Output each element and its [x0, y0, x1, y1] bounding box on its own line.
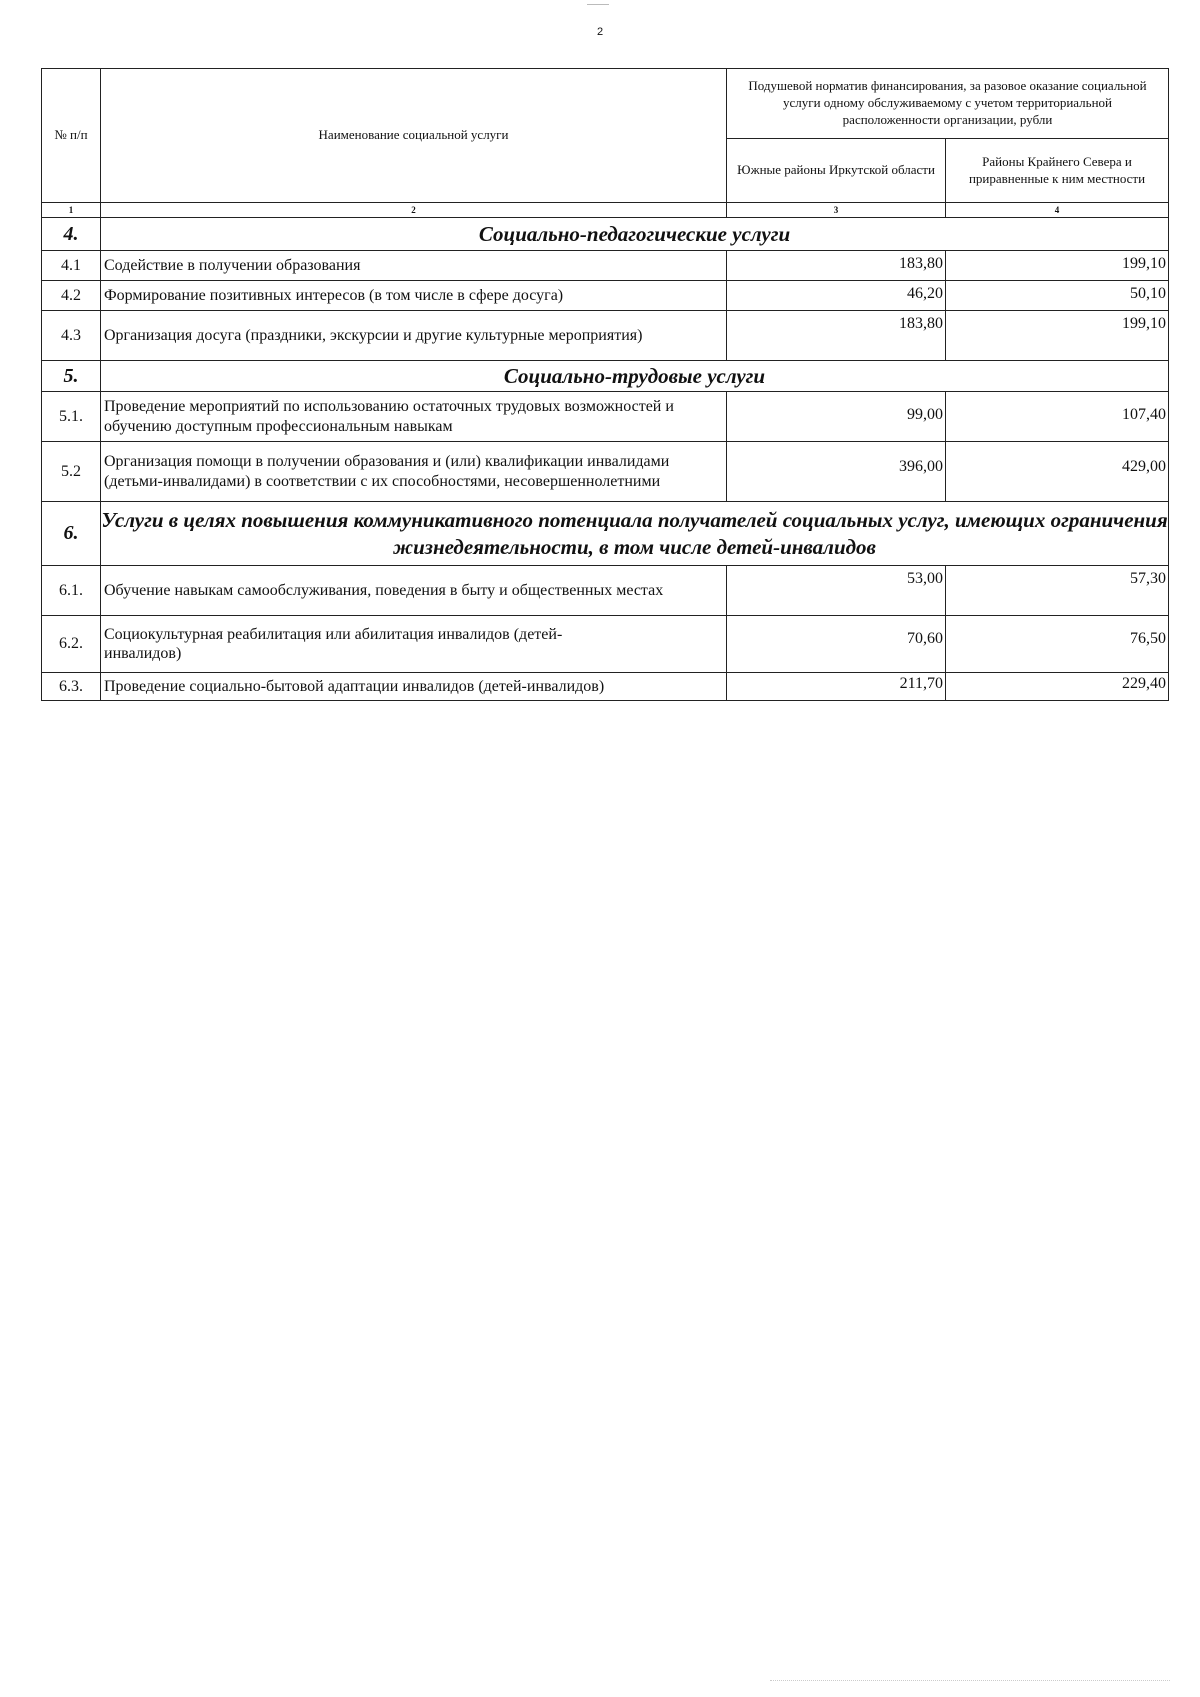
row-number: 4.2: [42, 281, 101, 311]
col-number-1: 1: [42, 203, 101, 218]
header-group: Подушевой норматив финансирования, за разовое оказание социальной услуги одному обслуживаемому с учетом территориальной расположенности организации, рубли: [727, 69, 1169, 139]
row-value-south: 46,20: [727, 281, 946, 311]
header-num: № п/п: [42, 69, 101, 203]
header-col3: Южные районы Иркутской области: [727, 139, 946, 203]
row-number: 6.3.: [42, 673, 101, 701]
row-number: 4.1: [42, 251, 101, 281]
table-row: [42, 442, 1169, 502]
section-number: 4.: [42, 218, 101, 251]
section-number: 6.: [42, 502, 101, 566]
row-number: 4.3: [42, 311, 101, 361]
row-name: Обучение навыкам самообслуживания, поведения в быту и общественных местах: [101, 566, 727, 616]
page-number: 2: [596, 26, 604, 38]
col-number-2: 2: [101, 203, 727, 218]
row-value-north: 57,30: [946, 566, 1169, 616]
section-title: Социально-трудовые услуги: [101, 361, 1169, 392]
scan-artifact-top: [587, 4, 609, 5]
section-row: [42, 361, 1169, 392]
table-row: [42, 616, 1169, 673]
column-number-row: [42, 203, 1169, 218]
row-number: 5.1.: [42, 392, 101, 442]
row-value-north: 107,40: [946, 392, 1169, 442]
col-number-3: 3: [727, 203, 946, 218]
row-value-south: 53,00: [727, 566, 946, 616]
row-name: Организация досуга (праздники, экскурсии и другие культурные мероприятия): [101, 311, 727, 361]
table-row: [42, 392, 1169, 442]
row-name: Содействие в получении образования: [101, 251, 727, 281]
table-row: [42, 251, 1169, 281]
col-number-4: 4: [946, 203, 1169, 218]
table-header-row: [42, 69, 1169, 139]
services-table: [41, 68, 1169, 701]
section-title: Социально-педагогические услуги: [101, 218, 1169, 251]
section-title: Услуги в целях повышения коммуникативного потенциала получателей социальных услуг, имеющих ограничения жизнедеятельности, в том числе детей-инвалидов: [101, 502, 1169, 566]
row-name: Социокультурная реабилитация или абилитация инвалидов (детей-инвалидов): [101, 616, 727, 673]
scan-artifact-bottom: [770, 1680, 1170, 1681]
row-name: Проведение социально-бытовой адаптации инвалидов (детей-инвалидов): [101, 673, 727, 701]
row-value-south: 183,80: [727, 251, 946, 281]
row-number: 5.2: [42, 442, 101, 502]
table-row: [42, 311, 1169, 361]
row-value-north: 76,50: [946, 616, 1169, 673]
section-row: [42, 502, 1169, 566]
section-number: 5.: [42, 361, 101, 392]
row-value-south: 211,70: [727, 673, 946, 701]
row-name: Проведение мероприятий по использованию остаточных трудовых возможностей и обучению доступным профессиональным навыкам: [101, 392, 727, 442]
row-value-south: 396,00: [727, 442, 946, 502]
row-name: Формирование позитивных интересов (в том числе в сфере досуга): [101, 281, 727, 311]
row-value-north: 229,40: [946, 673, 1169, 701]
row-value-north: 199,10: [946, 311, 1169, 361]
header-name: Наименование социальной услуги: [101, 69, 727, 203]
row-value-south: 70,60: [727, 616, 946, 673]
row-number: 6.1.: [42, 566, 101, 616]
table-row: [42, 673, 1169, 701]
row-name: Организация помощи в получении образования и (или) квалификации инвалидами (детьми-инвалидами) в соответствии с их способностями, несовершеннолетними: [101, 442, 727, 502]
row-value-north: 50,10: [946, 281, 1169, 311]
row-value-north: 199,10: [946, 251, 1169, 281]
table-row: [42, 566, 1169, 616]
row-value-south: 99,00: [727, 392, 946, 442]
row-number: 6.2.: [42, 616, 101, 673]
header-col4: Районы Крайнего Севера и приравненные к ним местности: [946, 139, 1169, 203]
section-row: [42, 218, 1169, 251]
table-row: [42, 281, 1169, 311]
row-value-south: 183,80: [727, 311, 946, 361]
row-value-north: 429,00: [946, 442, 1169, 502]
